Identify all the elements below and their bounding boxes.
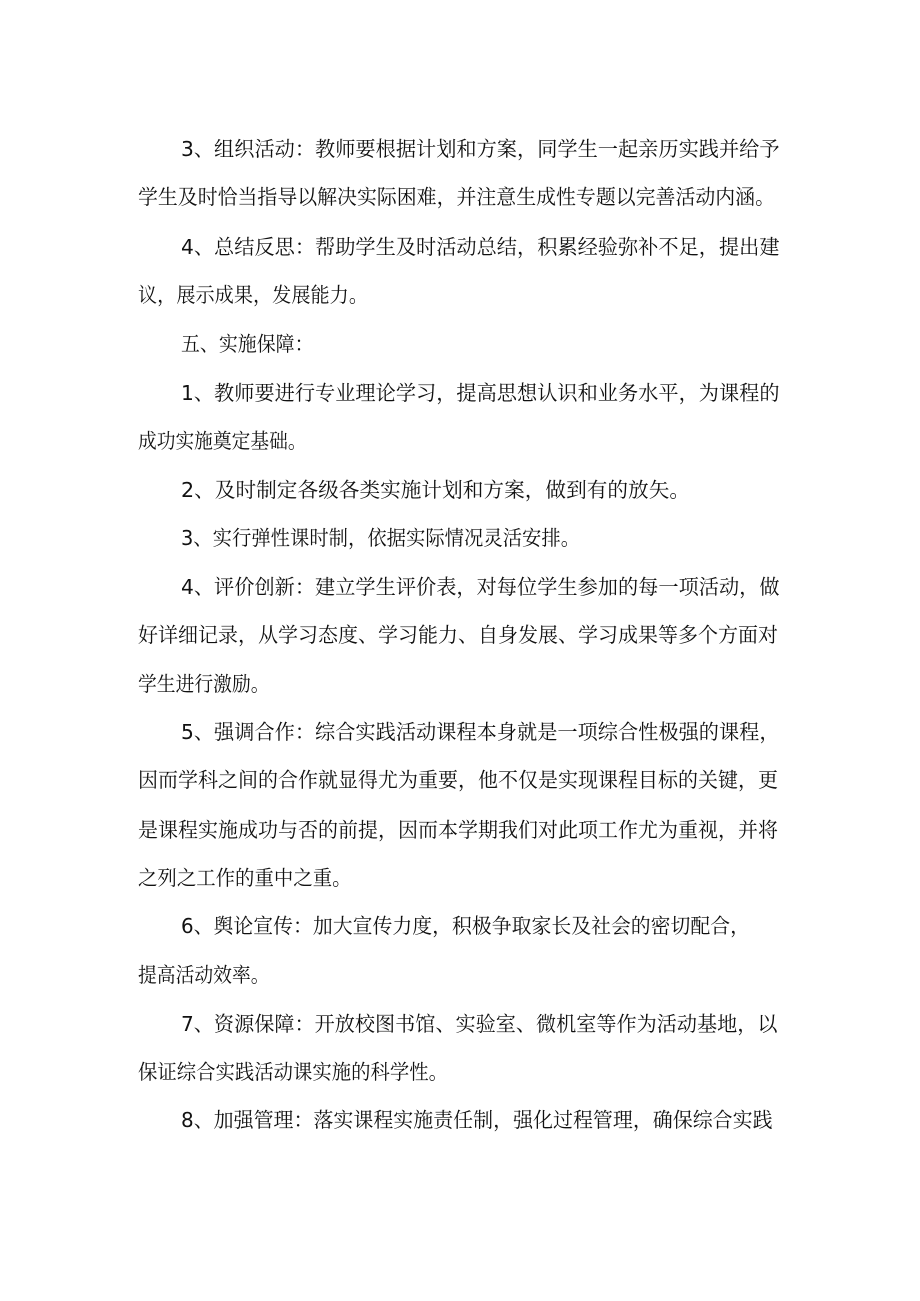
text-line: 2、及时制定各级各类实施计划和方案，做到有的放矢。 [181, 478, 691, 502]
text-line: 6、舆论宣传：加大宣传力度，积极争取家长及社会的密切配合， [181, 914, 751, 938]
text-line: 3、组织活动：教师要根据计划和方案，同学生一起亲历实践并给予 [181, 137, 780, 161]
text-line: 7、资源保障：开放校图书馆、实验室、微机室等作为活动基地，以 [181, 1012, 778, 1036]
text-line: 因而学科之间的合作就显得尤为重要，他不仅是实现课程目标的关键，更 [138, 768, 778, 792]
text-line: 五、实施保障： [181, 332, 314, 356]
text-line: 4、总结反思：帮助学生及时活动总结，积累经验弥补不足，提出建 [181, 235, 780, 259]
text-line: 5、强调合作：综合实践活动课程本身就是一项综合性极强的课程， [181, 720, 780, 744]
text-line: 4、评价创新：建立学生评价表，对每位学生参加的每一项活动，做 [181, 575, 780, 599]
text-line: 好详细记录，从学习态度、学习能力、自身发展、学习成果等多个方面对 [138, 623, 778, 647]
text-line: 议，展示成果，发展能力。 [138, 283, 368, 307]
text-line: 成功实施奠定基础。 [138, 429, 307, 453]
text-line: 1、教师要进行专业理论学习，提高思想认识和业务水平，为课程的 [181, 381, 780, 405]
text-line: 8、加强管理：落实课程实施责任制，强化过程管理，确保综合实践 [181, 1108, 773, 1132]
text-line: 提高活动效率。 [138, 963, 270, 987]
text-line: 之列之工作的重中之重。 [138, 866, 352, 890]
text-line: 保证综合实践活动课实施的科学性。 [138, 1060, 448, 1084]
text-line: 学生及时恰当指导以解决实际困难，并注意生成性专题以完善活动内涵。 [138, 185, 775, 209]
text-line: 学生进行激励。 [138, 672, 270, 696]
text-line: 3、实行弹性课时制，依据实际情况灵活安排。 [181, 526, 581, 550]
text-line: 是课程实施成功与否的前提，因而本学期我们对此项工作尤为重视，并将 [138, 818, 778, 842]
